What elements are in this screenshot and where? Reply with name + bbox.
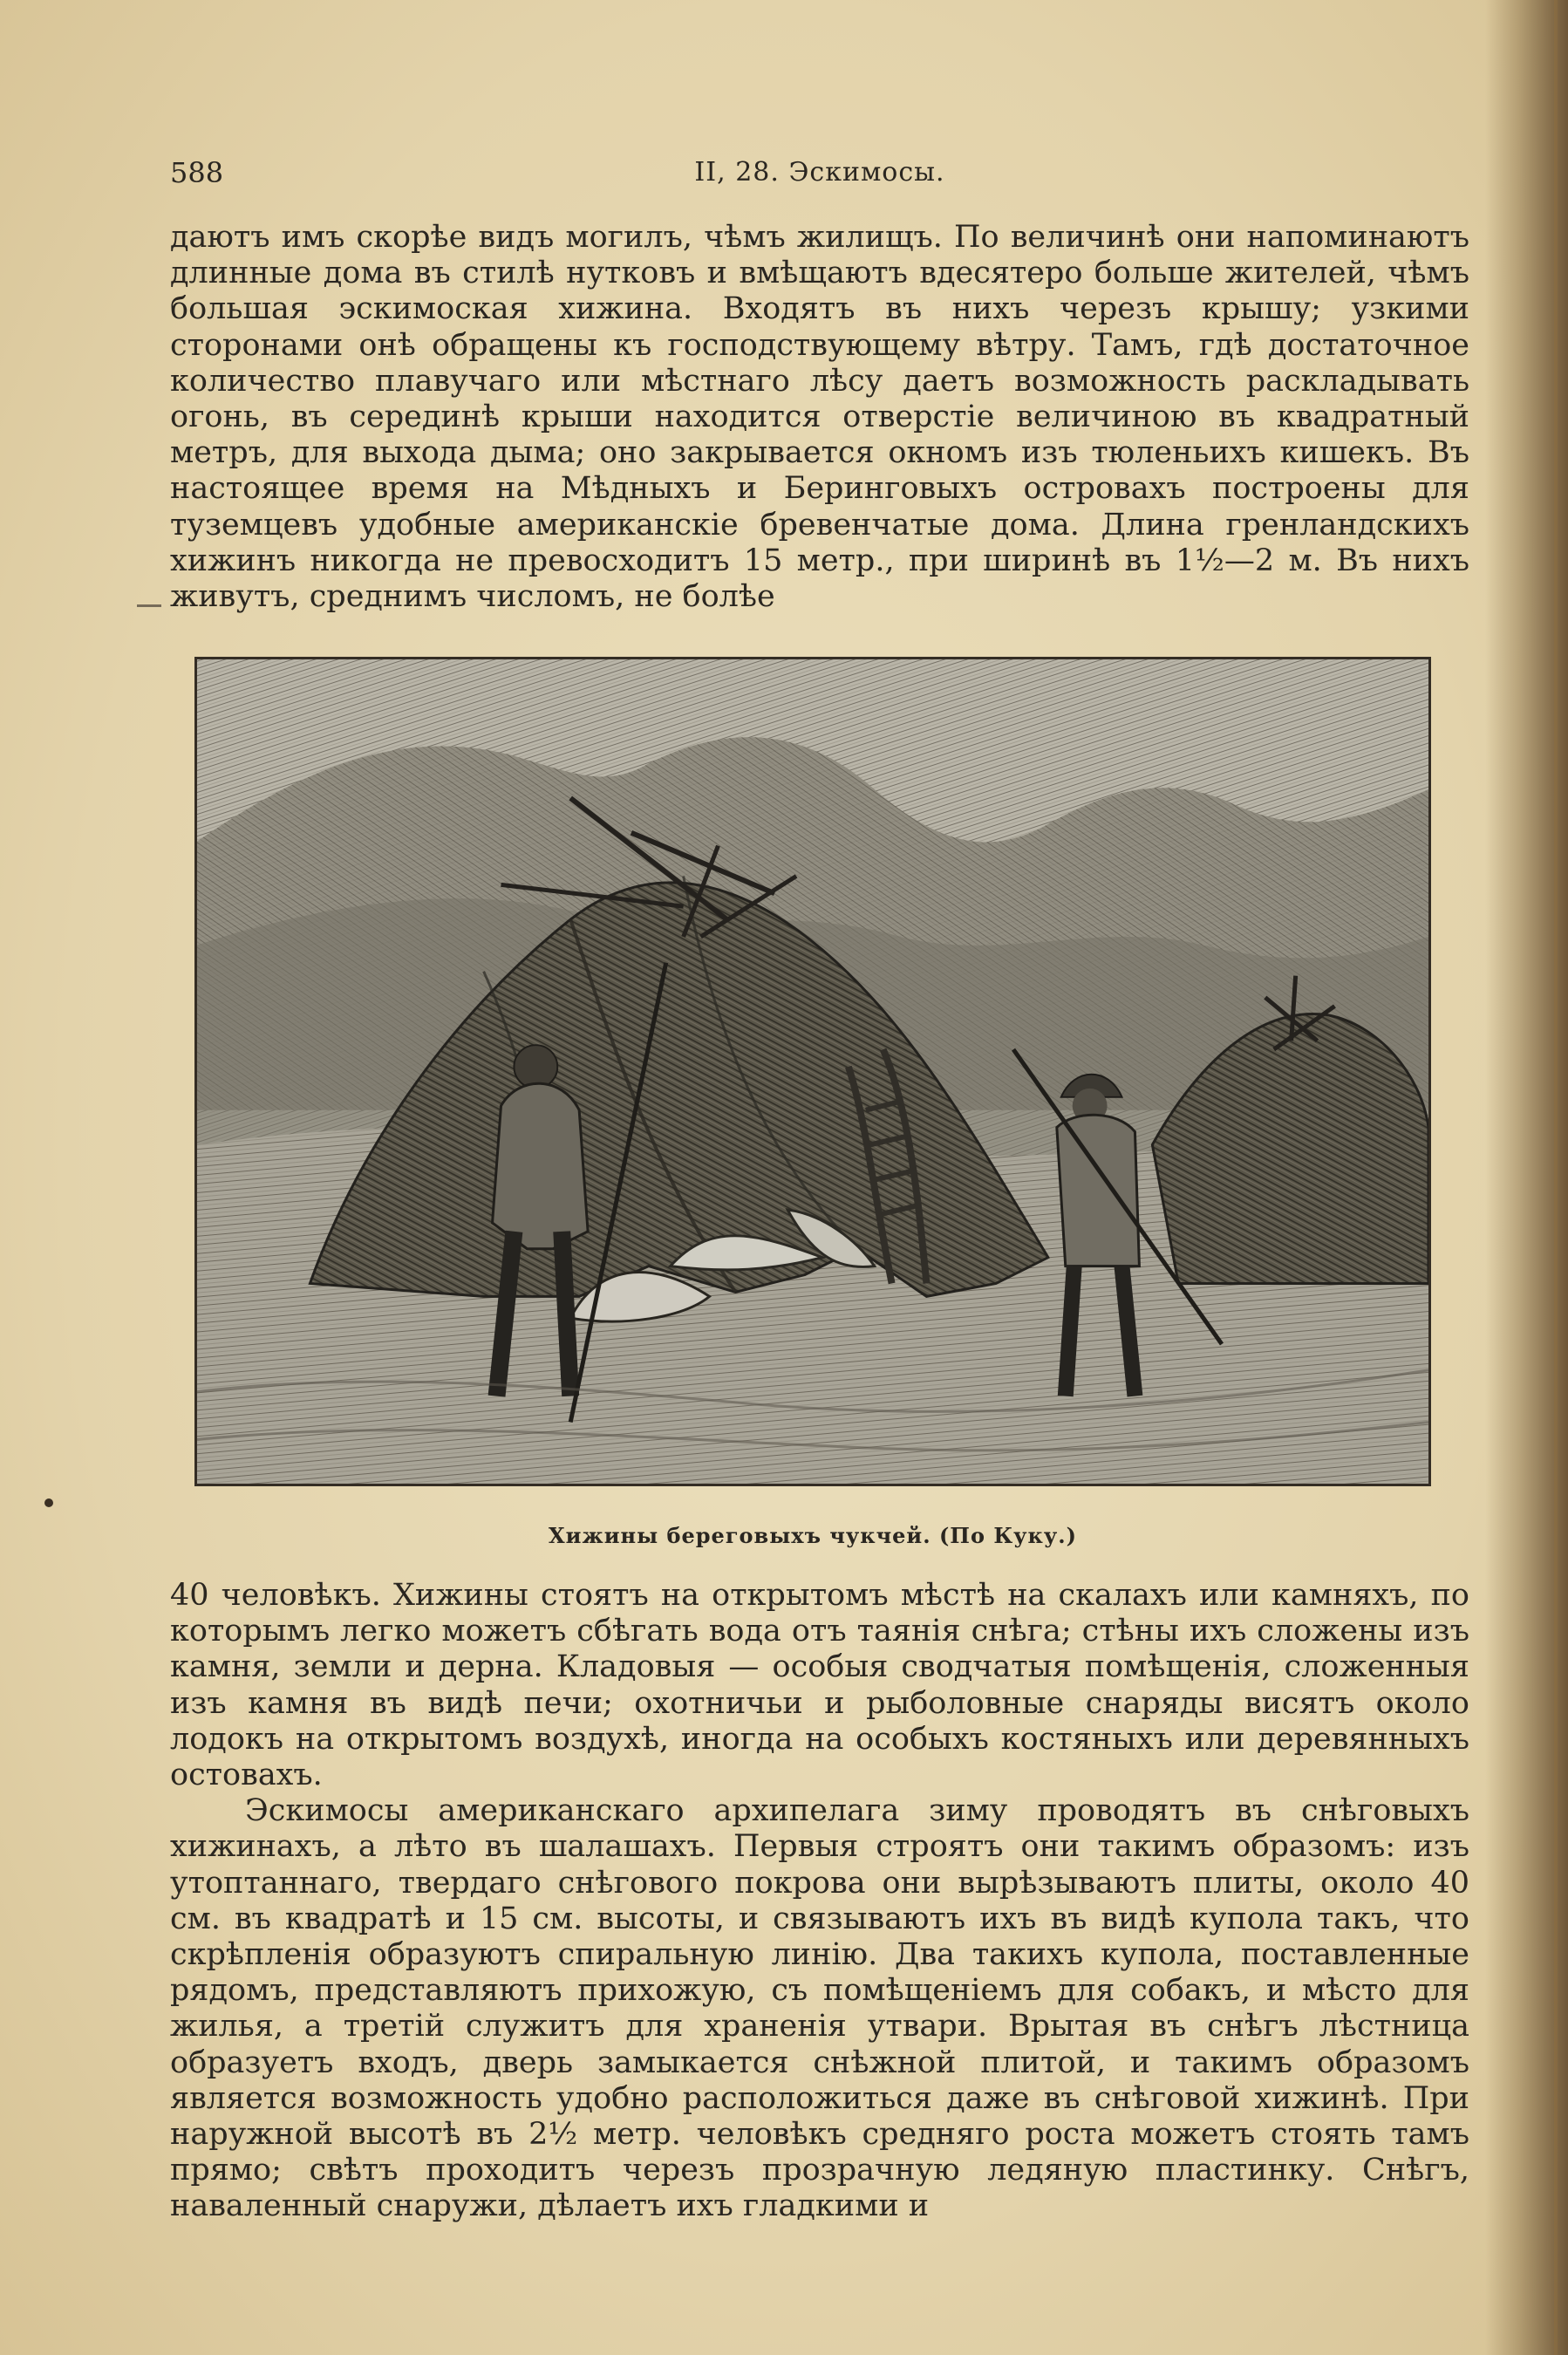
margin-dot xyxy=(44,1498,53,1507)
illustration-frame xyxy=(194,657,1431,1486)
top-paragraph: даютъ имъ скорѣе видъ могилъ, чѣмъ жилищъ. По величинѣ они напоминаютъ длинные дома въ стилѣ нутковъ и вмѣщаютъ вдесятеро больше жителей, чѣмъ большая эскимоская хижина. Входятъ въ нихъ черезъ крышу; узкими сторонами онѣ обращены къ господствующему вѣтру. Тамъ, гдѣ достаточное количество плавучаго или мѣстнаго лѣсу даетъ возможность раскладывать огонь, въ серединѣ крыши находится отверстіе величиною въ квадратный метръ, для выхода дыма; оно закрывается окномъ изъ тюленьихъ кишекъ. Въ настоящее время на Мѣдныхъ и Беринговыхъ островахъ построены для туземцевъ удобные американскіе бревенчатые дома. Длина гренландскихъ хижинъ никогда не превосходитъ 15 метр., при ширинѣ въ 1½—2 м. Въ нихъ живутъ, среднимъ числомъ, не болѣе xyxy=(170,220,1469,615)
page-number: 588 xyxy=(170,156,224,189)
illustration-caption: Хижины береговыхъ чукчей. (По Куку.) xyxy=(549,1523,1077,1548)
bottom-paragraph-2: Эскимосы американскаго архипелага зиму проводятъ въ снѣговыхъ хижинахъ, а лѣто въ шалашахъ. Первыя строятъ они такимъ образомъ: изъ утоптаннаго, твердаго снѣгового покрова они вырѣзываютъ плиты, около 40 см. въ квадратѣ и 15 см. высоты, и связываютъ ихъ въ видѣ купола такъ, что скрѣпленія образуютъ спиральную линію. Два такихъ купола, поставленные рядомъ, представляютъ прихожую, съ помѣщеніемъ для собакъ, и мѣсто для жилья, а третій служитъ для храненія утвари. Врытая въ снѣгъ лѣстница образуетъ входъ, дверь замыкается снѣжной плитой, и такимъ образомъ является возможность удобно расположиться даже въ снѣговой хижинѣ. При наружной высотѣ въ 2½ метр. человѣкъ средняго роста можетъ стоять тамъ прямо; свѣтъ проходитъ черезъ прозрачную ледяную пластинку. Снѣгъ, наваленный снаружи, дѣлаетъ ихъ гладкими и xyxy=(170,1793,1469,2224)
top-text-block xyxy=(170,220,1469,615)
engraving-illustration xyxy=(197,659,1428,1484)
bottom-text-block xyxy=(170,1578,1469,2225)
bottom-paragraph-1: 40 человѣкъ. Хижины стоятъ на открытомъ мѣстѣ на скалахъ или камняхъ, по которымъ легко можетъ сбѣгать вода отъ таянія снѣга; стѣны ихъ сложены изъ камня, земли и дерна. Кладовыя — особыя сводчатыя помѣщенія, сложенныя изъ камня въ видѣ печи; охотничьи и рыболовные снаряды висятъ около лодокъ на открытомъ воздухѣ, иногда на особыхъ костяныхъ или деревянныхъ остовахъ. xyxy=(170,1578,1469,1793)
page-header xyxy=(170,154,1469,195)
margin-dash xyxy=(137,604,161,607)
page-edge-shadow xyxy=(1485,0,1568,2355)
running-head: II, 28. Эскимосы. xyxy=(694,157,945,188)
